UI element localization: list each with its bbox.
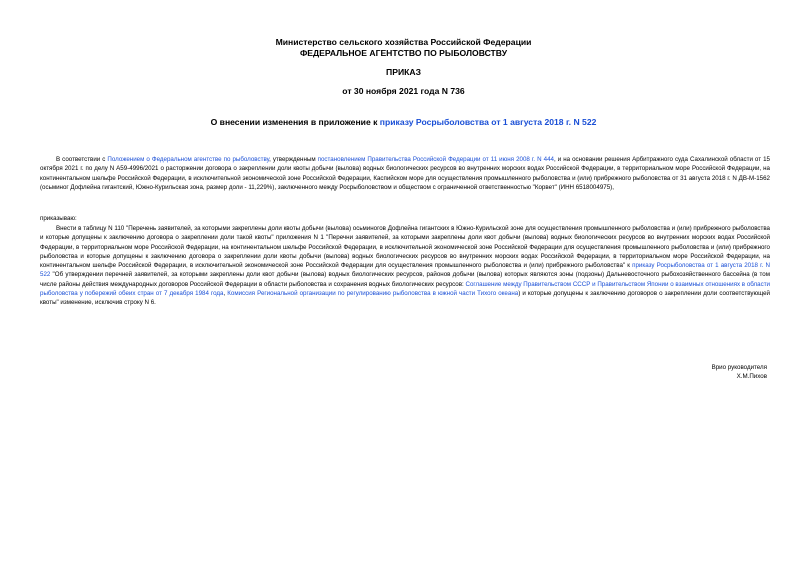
- document-type: ПРИКАЗ: [386, 67, 421, 77]
- order-522-link[interactable]: приказу Росрыболовства от 1 августа 2018 г. N 522: [40, 262, 770, 279]
- body-text-1: Внести в таблицу N 110 "Перечень заявителей, за которыми закреплены доли квоты добычи (вылова) осьминогов Дофлейна гигантских в Южно-Курильской зоне для осуществления промышленного рыболовства и (или) прибрежного рыболовства и которые допущены к заключению договора о закреплении доли такой квоты" приложения N 1 "Перечни заявителей, за которыми закреплены доли квот добычи (вылова) водных биологических ресурсов во внутренних морских водах Российской Федерации, в территориальном море Российской Федерации, на континентальном шельфе Российской Федерации, в исключительной экономической зоне Российской Федерации для осуществления промышленного рыболовства и (или) прибрежного рыболовства и которые допущены к заключению договора о закреплении доли квоты добычи (вылова) водных биологических ресурсов во внутренних морских водах Российской Федерации, в территориальном море Российской Федерации, на континентальном шельфе Российской Федерации, в исключительной экономической зоне Российской Федерации для осуществления промышленного рыболовства и (или) прибрежного рыболовства" к: [40, 225, 770, 270]
- body-text-2: "Об утверждении перечней заявителей, за которыми закреплены доли квот добычи (вылова) водных биологических ресурсов, районов добычи (вылова) которых являются зоны (подзоны) Дальневосточного рыбохозяйственного бассейна (в том числе районы действия международных договоров Российской Федерации в области рыболовства и сохранения водных биологических ресурсов:: [40, 271, 770, 288]
- document-title: [0, 117, 807, 128]
- agency-name: ФЕДЕРАЛЬНОЕ АГЕНТСТВО ПО РЫБОЛОВСТВУ: [299, 48, 508, 58]
- title-text: О внесении изменения в приложение к: [210, 117, 380, 127]
- signatory-position: Врио руководителя: [711, 364, 767, 371]
- document-header: [0, 37, 807, 59]
- sprfmo-commission-link[interactable]: Комиссия Региональной организации по регулированию рыболовства в южной части Тихого океана: [227, 290, 519, 298]
- government-decree-link[interactable]: постановлением Правительства Российской Федерации от 11 июня 2008 г. N 444: [317, 156, 554, 163]
- regulation-link[interactable]: Положением о Федеральном агентстве по рыболовству: [107, 156, 270, 163]
- preamble-paragraph: [40, 155, 770, 192]
- signatory-name: Х.М.Пихов: [736, 373, 767, 380]
- order-body-paragraph: [40, 224, 770, 308]
- body-text-4: ) и которые допущены к заключению договоров о закреплении доли соответствующей квоты" изменение, исключив строку N 6.: [40, 290, 771, 307]
- title-order-link[interactable]: приказу Росрыболовства от 1 августа 2018 г. N 522: [379, 117, 597, 127]
- ministry-name: Министерство сельского хозяйства Российской Федерации: [275, 37, 532, 47]
- preamble-text-2: , утвержденным: [269, 156, 318, 163]
- preamble-text-3: , и на основании решения Арбитражного суда Сахалинской области от 15 октября 2021 г. по делу N А59-4996/2021 о расторжении договора о закреплении доли квоты добычи (вылова) водных биологических ресурсов во внутренних морских водах Российской Федерации, в территориальном море Российской Федерации, на континентальном шельфе Российской Федерации, в исключительной экономической зоне Российской Федерации, Каспийском море для осуществления промышленного рыболовства и (или) прибрежного рыболовства от 31 августа 2018 г. N ДВ-М-1562 (осьминог Дофлейна гигантский, Южно-Курильская зона, размер доли - 11,229%), заключенного между Росрыболовством и обществом с ограниченной ответственностью "Корвет" (ИНН 6518004975),: [40, 156, 770, 191]
- order-word: приказываю:: [40, 215, 77, 222]
- document-date: от 30 ноября 2021 года N 736: [342, 86, 465, 96]
- preamble-text-1: В соответствии с: [56, 156, 108, 163]
- body-text-3: ,: [223, 290, 228, 298]
- ussr-japan-agreement-link[interactable]: Соглашение между Правительством СССР и Правительством Японии о взаимных отношениях в области рыболовства у побережий обеих стран от 7 декабря 1984 года: [40, 280, 770, 298]
